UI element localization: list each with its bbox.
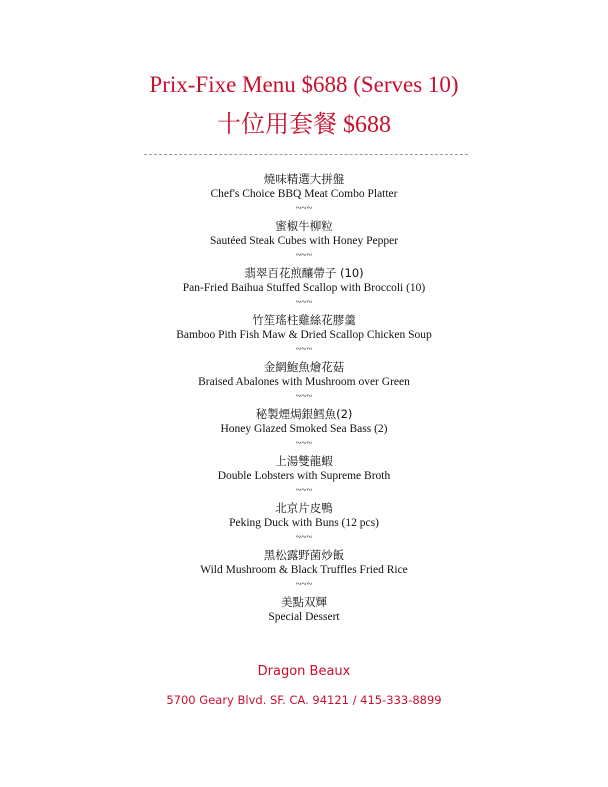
course-name-english: Special Dessert [268,611,340,623]
course-separator: ~~~ [295,579,313,590]
course-name-english: Braised Abalones with Mushroom over Green [198,376,410,388]
course-item [0,547,608,594]
course-name-english: Chef's Choice BBQ Meat Combo Platter [210,188,398,200]
course-item [0,500,608,547]
course-separator: ~~~ [295,344,313,355]
course-name-chinese: 秘製煙焗銀鱈魚(2) [255,407,353,421]
course-item [0,218,608,265]
course-item [0,265,608,312]
course-separator: ~~~ [295,532,313,543]
course-name-english: Bamboo Pith Fish Maw & Dried Scallop Chicken Soup [176,329,432,341]
title-divider [144,154,468,155]
course-name-chinese: 翡翠百花煎釀帶子 (10) [244,266,364,280]
menu-title-english: Prix-Fixe Menu $688 (Serves 10) [149,72,459,97]
course-name-english: Pan-Fried Baihua Stuffed Scallop with Broccoli (10) [182,282,426,294]
restaurant-address: 5700 Geary Blvd. SF. CA. 94121 / 415-333-8899 [166,693,442,707]
course-name-english: Peking Duck with Buns (12 pcs) [229,517,379,529]
course-name-chinese: 北京片皮鴨 [275,501,333,515]
course-item [0,594,608,641]
course-separator: ~~~ [295,250,313,261]
course-separator: ~~~ [295,485,313,496]
course-separator: ~~~ [295,297,313,308]
menu-title-chinese: 十位用套餐 $688 [217,112,391,138]
course-separator: ~~~ [295,203,313,214]
course-item [0,453,608,500]
course-name-chinese: 金網鮑魚燴花菇 [263,360,345,374]
course-name-english: Sautéed Steak Cubes with Honey Pepper [209,235,399,247]
course-separator: ~~~ [295,438,313,449]
course-separator: ~~~ [295,391,313,402]
course-item [0,406,608,453]
course-item [0,312,608,359]
course-name-chinese: 上湯雙龍蝦 [275,454,333,468]
course-name-english: Double Lobsters with Supreme Broth [217,470,391,482]
course-name-chinese: 竹笙瑤柱雞絲花膠羹 [252,313,356,327]
course-item [0,359,608,406]
course-item [0,171,608,218]
course-name-chinese: 燒味精選大拼盤 [263,172,345,186]
course-name-chinese: 黑松露野菌炒飯 [263,548,345,562]
course-list [0,171,608,641]
course-name-chinese: 美點双輝 [281,595,327,609]
course-name-english: Wild Mushroom & Black Truffles Fried Rice [200,564,408,576]
restaurant-name: Dragon Beaux [257,664,351,679]
course-name-chinese: 蜜椒牛柳粒 [275,219,333,233]
course-name-english: Honey Glazed Smoked Sea Bass (2) [220,423,388,435]
